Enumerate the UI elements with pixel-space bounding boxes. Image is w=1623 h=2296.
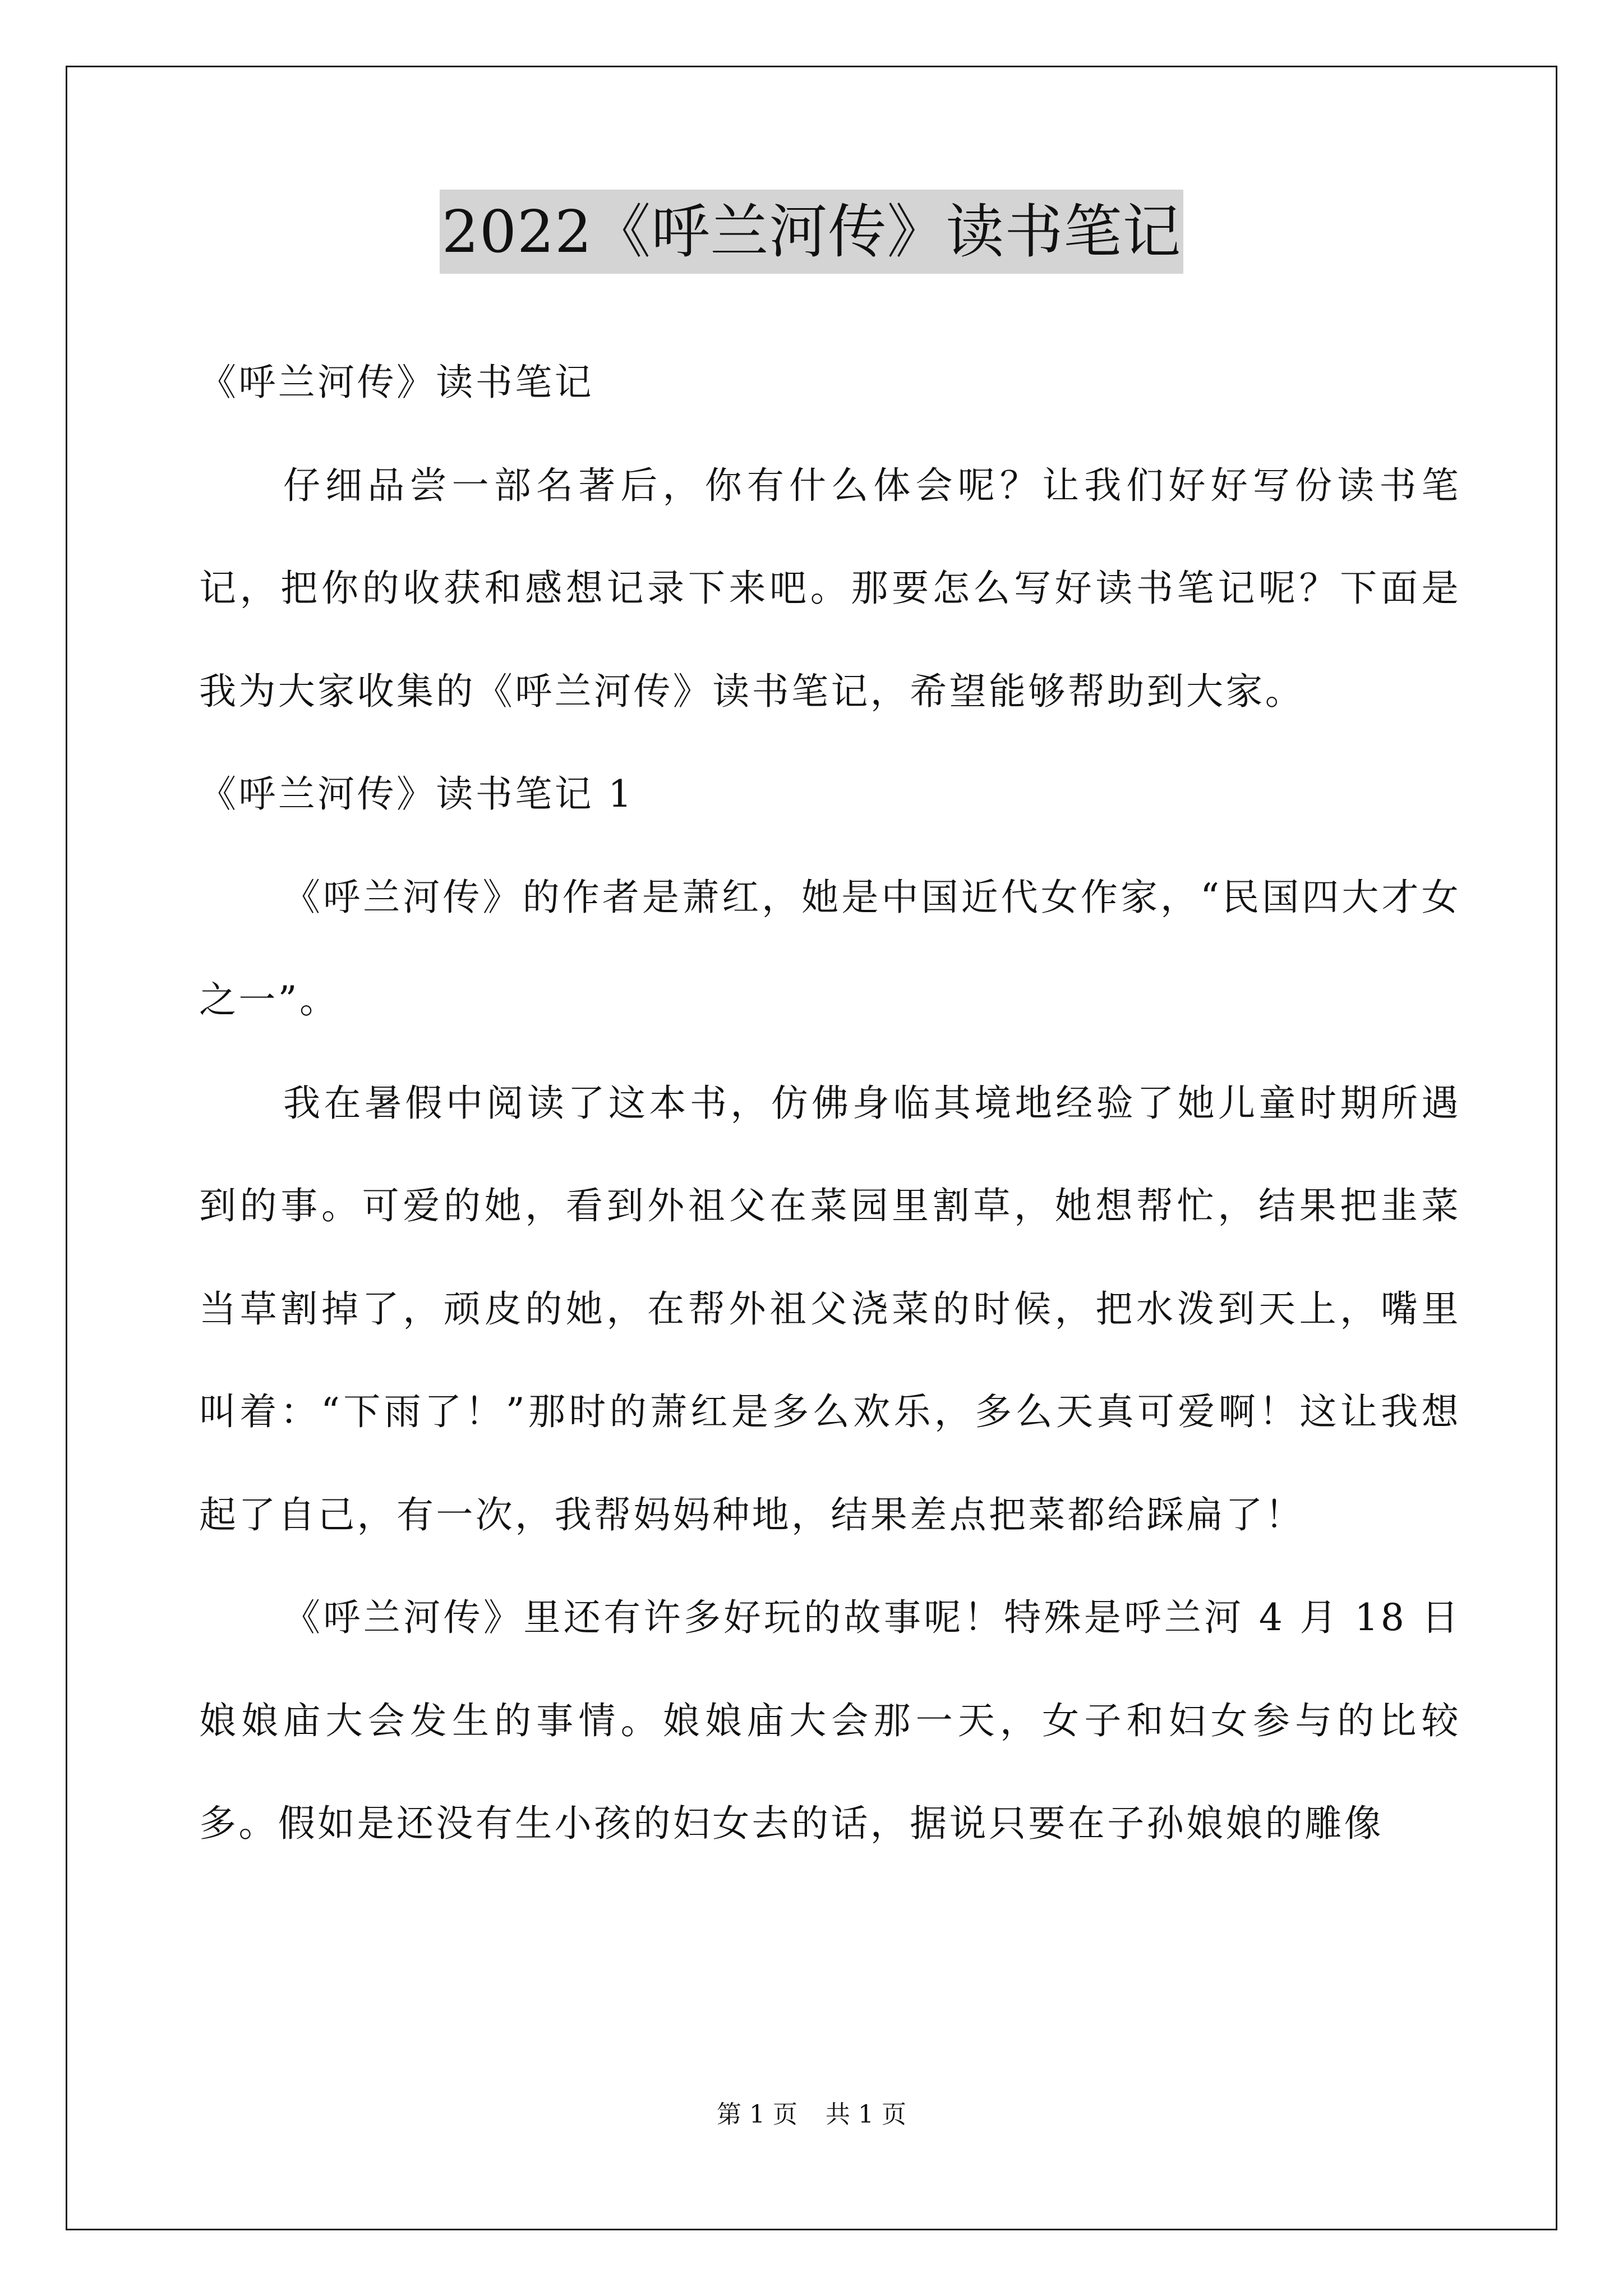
document-title: 2022《呼兰河传》读书笔记 <box>440 190 1184 274</box>
intro-paragraph: 仔细品尝一部名著后，你有什么体会呢？让我们好好写份读书笔记，把你的收获和感想记录下来吧。那要怎么写好读书笔记呢？下面是我为大家收集的《呼兰河传》读书笔记，希望能够帮助到大家。 <box>199 463 1461 713</box>
body-paragraph: 我在暑假中阅读了这本书，仿佛身临其境地经验了她儿童时期所遇到的事。可爱的她，看到外祖父在菜园里割草，她想帮忙，结果把韭菜当草割掉了，顽皮的她，在帮外祖父浇菜的时候，把水泼到天上，嘴里叫着：“下雨了！”那时的萧红是多么欢乐，多么天真可爱啊！这让我想起了自己，有一次，我帮妈妈种地，结果差点把菜都给踩扁了！ <box>199 1081 1461 1536</box>
body-paragraph: 《呼兰河传》的作者是萧红，她是中国近代女作家，“民国四大才女之一”。 <box>199 875 1461 1022</box>
page-total: 共 1 页 <box>826 2100 906 2129</box>
body-paragraph: 《呼兰河传》里还有许多好玩的故事呢！特殊是呼兰河 4 月 18 日娘娘庙大会发生的事情。娘娘庙大会那一天，女子和妇女参与的比较多。假如是还没有生小孩的妇女去的话，据说只要在子孙娘娘的雕像 <box>199 1596 1461 1845</box>
subtitle: 《呼兰河传》读书笔记 <box>199 361 594 404</box>
document-body <box>199 331 1461 1875</box>
section-heading: 《呼兰河传》读书笔记 1 <box>199 772 634 816</box>
page-footer <box>0 2098 1623 2132</box>
title-container <box>0 190 1623 274</box>
page-number: 第 1 页 <box>717 2100 797 2129</box>
